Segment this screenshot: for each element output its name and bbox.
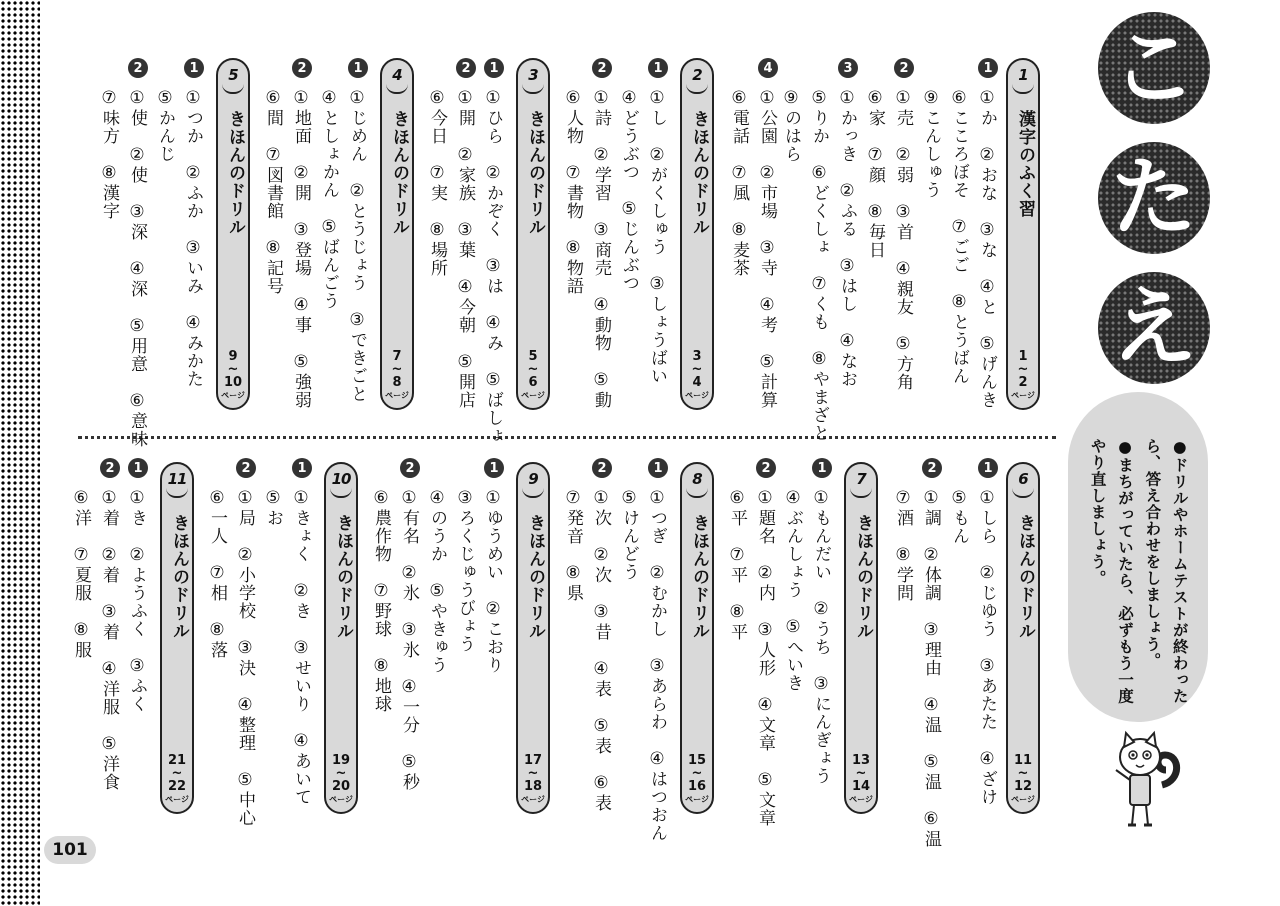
page-end: 12 xyxy=(1013,779,1033,794)
section-title: きほんのドリル xyxy=(389,110,409,236)
page-range: 7 ~ 8 ページ xyxy=(382,350,412,402)
page-unit: ページ xyxy=(685,795,709,804)
group-badge: 1 xyxy=(978,58,998,78)
section-tab-1 xyxy=(1006,58,1040,410)
smile-icon xyxy=(330,488,352,498)
smile-icon xyxy=(386,84,408,94)
page-start: 5 xyxy=(528,349,538,364)
section-number: 4 xyxy=(392,66,402,84)
section-tab-10 xyxy=(324,462,358,814)
group-badge: 2 xyxy=(292,58,312,78)
group-badge: 2 xyxy=(100,458,120,478)
page-range: 19 ~ 20 ページ xyxy=(326,754,356,806)
page-unit: ページ xyxy=(165,795,189,804)
section-title: きほんのドリル xyxy=(689,514,709,640)
note-line: やり直しましょう。 xyxy=(1088,438,1107,587)
section-title: きほんのドリル xyxy=(169,514,189,640)
instruction-note xyxy=(1068,392,1208,722)
section-tab-7 xyxy=(844,462,878,814)
answer-line: ④としょかん ⑤ばんごう xyxy=(319,88,339,310)
answer-line: ①つか ②ふか ③いみ ④みかた xyxy=(183,88,203,388)
page-range: 9 ~ 10 ページ xyxy=(218,350,248,402)
page-end: 6 xyxy=(528,375,538,390)
answer-line: ⑥一人 ⑦相 ⑧落 xyxy=(207,488,227,659)
page-number: 101 xyxy=(44,836,96,864)
page-end: 16 xyxy=(687,779,707,794)
group-badge: 2 xyxy=(128,58,148,78)
smile-icon xyxy=(522,488,544,498)
answer-line: ⑥平 ⑦平 ⑧平 xyxy=(727,488,747,641)
section-number: 1 xyxy=(1018,66,1028,84)
group-badge: 2 xyxy=(236,458,256,478)
group-badge: 2 xyxy=(592,58,612,78)
smile-icon xyxy=(850,488,872,498)
group-badge: 2 xyxy=(756,458,776,478)
group-badge: 1 xyxy=(292,458,312,478)
answer-line: ⑥農作物 ⑦野球 ⑧地球 xyxy=(371,488,391,713)
section-tab-11 xyxy=(160,462,194,814)
answer-line: ⑤もん xyxy=(949,488,969,545)
answer-line: ①題名 ②内 ③人形 ④文章 ⑤文章 xyxy=(755,488,775,827)
section-number: 10 xyxy=(331,470,351,488)
section-tab-6 xyxy=(1006,462,1040,814)
heading-char-1: こ xyxy=(1098,12,1210,124)
group-badge: 1 xyxy=(128,458,148,478)
page-unit: ページ xyxy=(221,391,245,400)
answer-line: ④どうぶつ ⑤じんぶつ xyxy=(619,88,639,292)
page-range: 21 ~ 22 ページ xyxy=(162,754,192,806)
page-end: 22 xyxy=(167,779,187,794)
answer-line: ⑤けんどう xyxy=(619,488,639,581)
answer-line: ①詩 ②学習 ③商売 ④動物 ⑤動 xyxy=(591,88,611,409)
page-start: 17 xyxy=(523,753,543,768)
page-end: 14 xyxy=(851,779,871,794)
section-number: 7 xyxy=(856,470,866,488)
page-range: 17 ~ 18 ページ xyxy=(518,754,548,806)
answer-line: ①かっき ②ふる ③はし ④なお xyxy=(837,88,857,388)
page-range: 1 ~ 2 ページ xyxy=(1008,350,1038,402)
page-range: 11 ~ 12 ページ xyxy=(1008,754,1038,806)
page-end: 20 xyxy=(331,779,351,794)
page-unit: ページ xyxy=(685,391,709,400)
group-badge: 2 xyxy=(400,458,420,478)
group-badge: 1 xyxy=(812,458,832,478)
answer-line: ①し ②がくしゅう ③しょうばい xyxy=(647,88,667,385)
section-number: 6 xyxy=(1018,470,1028,488)
section-tab-5 xyxy=(216,58,250,410)
page-start: 13 xyxy=(851,753,871,768)
answer-line: ①じめん ②とうじょう ③できごと xyxy=(347,88,367,403)
answer-line: ①有名 ②氷 ③氷 ④一分 ⑤秒 xyxy=(399,488,419,791)
page-start: 7 xyxy=(392,349,402,364)
answer-line: ①き ②ようふく ③ふく xyxy=(127,488,147,713)
smile-icon xyxy=(1012,84,1034,94)
answer-line: ⑤かんじ xyxy=(155,88,175,163)
section-divider xyxy=(78,436,1056,439)
page-end: 2 xyxy=(1018,375,1028,390)
section-tab-8 xyxy=(680,462,714,814)
section-tab-4 xyxy=(380,58,414,410)
smile-icon xyxy=(522,84,544,94)
section-number: 11 xyxy=(167,470,187,488)
answer-line: ①しら ②じゆう ③あたた ④ざけ xyxy=(977,488,997,806)
page-end: 4 xyxy=(692,375,702,390)
group-badge: 2 xyxy=(456,58,476,78)
answer-line: ①売 ②弱 ③首 ④親友 ⑤方角 xyxy=(893,88,913,391)
page-unit: ページ xyxy=(521,795,545,804)
section-number: 5 xyxy=(228,66,238,84)
answer-line: ④ぶんしょう ⑤へいき xyxy=(783,488,803,692)
page-end: 10 xyxy=(223,375,243,390)
page-end: 18 xyxy=(523,779,543,794)
answer-line: ⑦酒 ⑧学問 xyxy=(893,488,913,602)
answer-line: ⑦味方 ⑧漢字 xyxy=(99,88,119,220)
smile-icon xyxy=(686,488,708,498)
answer-line: ①次 ②次 ③昔 ④表 ⑤表 ⑥表 xyxy=(591,488,611,812)
answer-line: ④のうか ⑤やきゅう xyxy=(427,488,447,674)
page-start: 11 xyxy=(1013,753,1033,768)
group-badge: 2 xyxy=(922,458,942,478)
answer-line: ⑨こんしゅう xyxy=(921,88,941,199)
answer-line: ⑥間 ⑦図書館 ⑧記号 xyxy=(263,88,283,295)
group-badge: 3 xyxy=(838,58,858,78)
answer-line: ①つぎ ②むかし ③あらわ ④はつおん xyxy=(647,488,667,842)
section-title: きほんのドリル xyxy=(853,514,873,640)
answer-line: ①調 ②体調 ③理由 ④温 ⑤温 ⑥温 xyxy=(921,488,941,848)
page-end: 8 xyxy=(392,375,402,390)
page-range: 3 ~ 4 ページ xyxy=(682,350,712,402)
smile-icon xyxy=(686,84,708,94)
page-unit: ページ xyxy=(329,795,353,804)
group-badge: 1 xyxy=(348,58,368,78)
section-number: 9 xyxy=(528,470,538,488)
section-number: 2 xyxy=(692,66,702,84)
group-badge: 1 xyxy=(648,458,668,478)
group-badge: 1 xyxy=(484,58,504,78)
page-unit: ページ xyxy=(1011,391,1035,400)
section-title: きほんのドリル xyxy=(1015,514,1035,640)
smile-icon xyxy=(166,488,188,498)
answer-line: ①局 ②小学校 ③決 ④整理 ⑤中心 xyxy=(235,488,255,827)
group-badge: 1 xyxy=(978,458,998,478)
answer-line: ①もんだい ②うち ③にんぎょう xyxy=(811,488,831,785)
section-number: 3 xyxy=(528,66,538,84)
page-range: 15 ~ 16 ページ xyxy=(682,754,712,806)
group-badge: 1 xyxy=(484,458,504,478)
group-badge: 2 xyxy=(592,458,612,478)
note-line: ら、答え合わせをしましょう。 xyxy=(1143,438,1162,669)
answer-line: ①使 ②使 ③深 ④深 ⑤用意 ⑥意味 xyxy=(127,88,147,448)
answer-line: ⑥家 ⑦顔 ⑧毎日 xyxy=(865,88,885,259)
answer-line: ①地面 ②開 ③登場 ④事 ⑤強弱 xyxy=(291,88,311,409)
group-badge: 2 xyxy=(894,58,914,78)
answer-line: ⑨のはら xyxy=(781,88,801,163)
answer-line: ⑦発音 ⑧県 xyxy=(563,488,583,602)
answer-line: ①ひら ②かぞく ③は ④み ⑤ばしょ xyxy=(483,88,503,445)
page-unit: ページ xyxy=(521,391,545,400)
page-range: 13 ~ 14 ページ xyxy=(846,754,876,806)
page-start: 3 xyxy=(692,349,702,364)
heading-char-3: え xyxy=(1098,272,1210,384)
group-badge: 1 xyxy=(648,58,668,78)
answer-line: ⑥電話 ⑦風 ⑧麦茶 xyxy=(729,88,749,277)
answer-line: ①ゆうめい ②こおり xyxy=(483,488,503,674)
group-badge: 1 xyxy=(184,58,204,78)
answer-line: ⑥今日 ⑦実 ⑧場所 xyxy=(427,88,447,277)
section-tab-3 xyxy=(516,58,550,410)
page-start: 1 xyxy=(1018,349,1028,364)
answer-line: ①きょく ②き ③せいり ④あいて xyxy=(291,488,311,806)
group-badge: 4 xyxy=(758,58,778,78)
page-unit: ページ xyxy=(1011,795,1035,804)
smile-icon xyxy=(222,84,244,94)
answer-line: ①開 ②家族 ③葉 ④今朝 ⑤開店 xyxy=(455,88,475,409)
answer-line: ⑤りか ⑥どくしょ ⑦くも ⑧やまざと xyxy=(809,88,829,442)
answer-line: ⑥洋 ⑦夏服 ⑧服 xyxy=(71,488,91,659)
dotted-border xyxy=(0,0,40,906)
heading-char-2: た xyxy=(1098,142,1210,254)
section-title: きほんのドリル xyxy=(525,110,545,236)
smile-icon xyxy=(1012,488,1034,498)
answer-line: ①公園 ②市場 ③寺 ④考 ⑤計算 xyxy=(757,88,777,409)
section-tab-2 xyxy=(680,58,714,410)
section-number: 8 xyxy=(692,470,702,488)
page-start: 15 xyxy=(687,753,707,768)
section-title: きほんのドリル xyxy=(689,110,709,236)
answer-line: ①か ②おな ③な ④と ⑤げんき xyxy=(977,88,997,409)
answer-line: ③ろくじゅうびょう xyxy=(455,488,475,653)
answer-line: ①着 ②着 ③着 ④洋服 ⑤洋食 xyxy=(99,488,119,791)
page-start: 19 xyxy=(331,753,351,768)
section-title: 漢字のふく習 xyxy=(1015,110,1035,218)
page-unit: ページ xyxy=(385,391,409,400)
answer-line: ⑥人物 ⑦書物 ⑧物語 xyxy=(563,88,583,295)
page-start: 9 xyxy=(228,349,238,364)
section-title: きほんのドリル xyxy=(525,514,545,640)
section-tab-9 xyxy=(516,462,550,814)
page-range: 5 ~ 6 ページ xyxy=(518,350,548,402)
page-unit: ページ xyxy=(849,795,873,804)
cat-mascot-icon xyxy=(1110,725,1182,835)
answer-line: ⑤お xyxy=(263,488,283,527)
section-title: きほんのドリル xyxy=(225,110,245,236)
note-line: ●まちがっていたら、必ずもう一度 xyxy=(1116,438,1134,705)
section-title: きほんのドリル xyxy=(333,514,353,640)
note-line: ●ドリルやホームテストが終わった xyxy=(1170,438,1189,705)
page-start: 21 xyxy=(167,753,187,768)
answer-line: ⑥こころぼそ ⑦ごご ⑧とうばん xyxy=(949,88,969,385)
